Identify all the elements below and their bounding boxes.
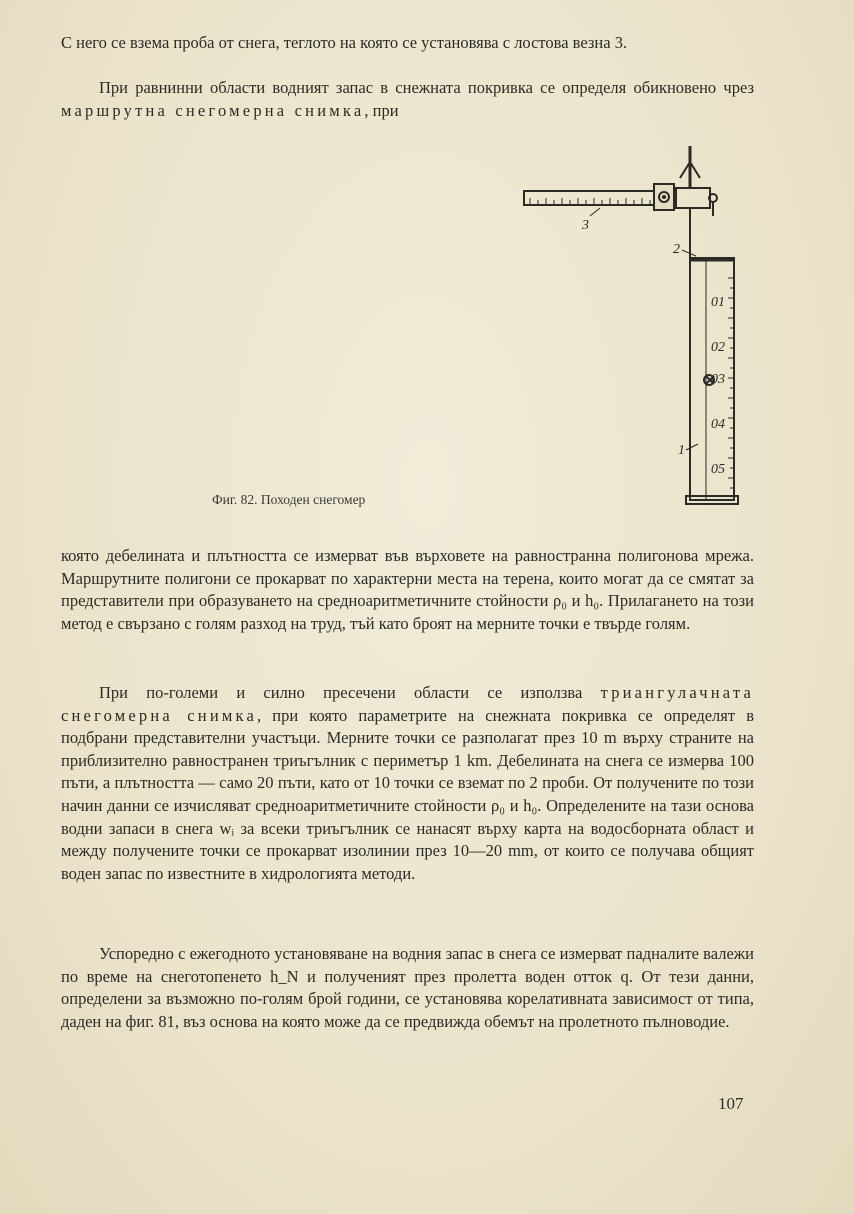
text-run: При по-големи и силно пресечени области се използва [99,683,601,702]
snow-gauge-drawing [510,138,750,518]
figure-label-3: 3 [582,218,589,233]
paragraph-intro: С него се взема проба от снега, теглото на която се установява с лостова везна 3. [61,33,628,52]
scale-mark: 05 [711,462,725,477]
spaced-term: триангулачната снегомерна снимка [61,683,754,725]
scale-mark: 02 [711,340,725,355]
paragraph-correlation: Успоредно с ежегодното установяване на водния запас в снега се измерват падналите валежи по време на снеготопенето h_N и полученият през пролетта воден отток q. От тези данни, определени за възможно по-голям брой години, се установява корелативната зависимост от типа, даден на фиг. 81, въз основа на която може да се предвижда обемът на пролетното пълноводие. [61,944,754,1031]
text-run: При равнинни области водният запас в снежната покривка се определя обикновено чрез [99,78,754,97]
scale-mark: 01 [711,295,725,310]
figure-label-1: 1 [678,443,685,458]
page-number: 107 [718,1094,744,1113]
scale-mark: 03 [711,372,725,387]
text-run: , при [364,100,399,120]
figure-snow-gauge [510,138,750,518]
paragraph-polygon-method: която дебелината и плътността се измерват във върховете на равностранна полигонова мрежа. Маршрутните полигони се прокарват по характерни места на терена, които могат да се смятат за представители при образуването на средноаритметичните стойности ρ₀ и h₀. Прилагането на този метод е свързано с голям разход на труд, тъй като броят на мерните точки е твърде голям. [61,546,754,633]
spaced-term: маршрутна снегомерна снимка [61,100,365,120]
text-run: , при която параметрите на снежната покривка се определят в подбрани представителни участъци. Мерните точки се разполагат през 10 m върху страните на приблизително равностранен триъгълник с периметър 1 km. Дебелината на снега се измерва 100 пъти, а плътността — само 20 пъти, като от 10 точки се вземат по 2 проби. От получените по този начин данни се изчисляват средноаритметичните стойности ρ₀ и h₀. Определените на тази основа водни запаси в снега wᵢ за всеки триъгълник се нанасят върху карта на водосборната област и между получените точки се прокарват изолинии през 10—20 mm, от които се получава общият воден запас по известните в хидрологията методи. [61,705,754,883]
paragraph-route-survey [61,77,754,122]
figure-caption: Фиг. 82. Походен снегомер [212,492,366,507]
scale-mark: 04 [711,417,725,432]
paragraph-triangulation [61,682,754,885]
figure-label-2: 2 [673,242,680,257]
